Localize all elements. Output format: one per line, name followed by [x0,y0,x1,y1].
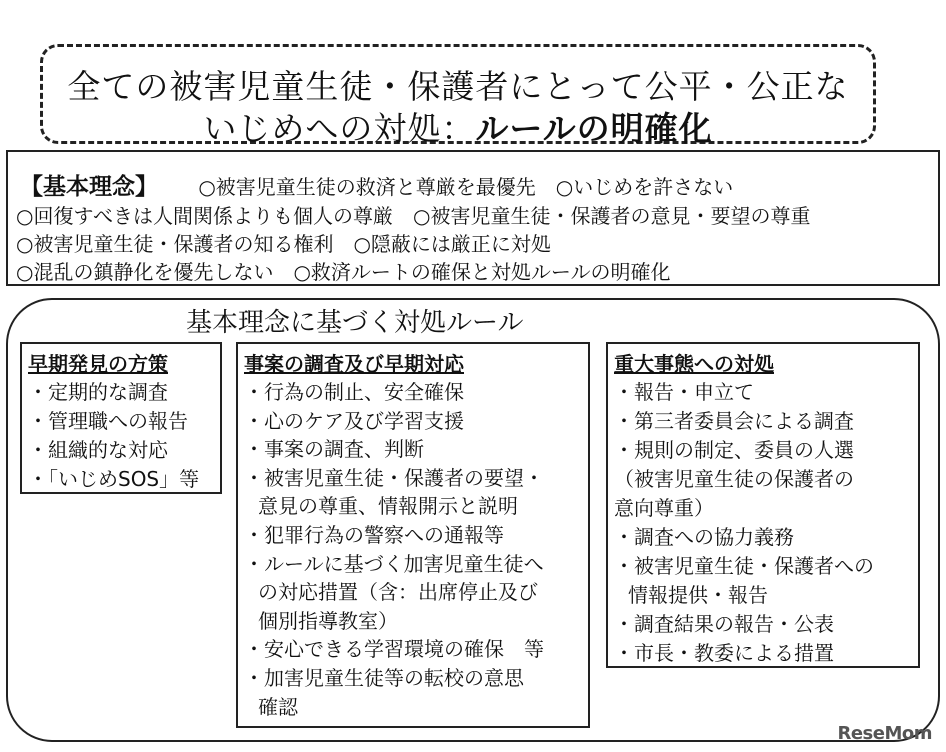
panel-title: 事案の調査及び早期対応 [244,352,464,376]
list-item: ・「いじめSOS」等 [28,467,200,491]
principle-item: ○回復すべきは人間関係よりも個人の尊厳 ○被害児童生徒・保護者の意見・要望の尊重 [16,204,811,228]
list-item: ・犯罪行為の警察への通報等 [244,522,504,547]
panel-title: 重大事態への対処 [614,352,774,376]
list-item: ・組織的な対応 [28,438,168,462]
list-item: ・第三者委員会による調査 [614,409,854,433]
list-item: ・調査への協力義務 [614,525,794,549]
rules-title: 基本理念に基づく対処ルール [182,302,527,339]
list-item: の対応措置（含：出席停止及び [258,580,538,605]
panel-list [244,378,544,721]
list-item: ・報告・申立て [614,380,754,404]
basic-principles-box [6,150,940,286]
principle-item: ○被害児童生徒の救済と尊厳を最優先 ○いじめを許さない [198,175,734,199]
list-item: ・管理職への報告 [28,409,188,433]
list-item: ・心のケア及び学習支援 [244,408,464,433]
principle-item: ○被害児童生徒・保護者の知る権利 ○隠蔽には厳正に対処 [16,232,551,256]
list-item: ・被害児童生徒・保護者の要望・ [244,465,544,490]
panel-list [28,378,199,494]
list-item: ・規則の制定、委員の人選 [614,438,854,462]
list-item: ・安心できる学習環境の確保 等 [244,637,544,662]
list-item: ・被害児童生徒・保護者への [614,554,874,578]
list-item: ・行為の制止、安全確保 [244,380,464,404]
principle-item: ○混乱の鎮静化を優先しない ○救済ルートの確保と対処ルールの明確化 [16,260,671,284]
list-item: 確認 [258,694,298,719]
title-line-2-emphasis: ルールの明確化 [475,109,713,148]
panel-investigation-response [236,342,590,728]
list-item: 情報提供・報告 [628,583,768,607]
principles-row-1 [20,168,733,201]
watermark-logo: ReseMom [837,723,932,744]
list-item: ・市長・教委による措置 [614,641,834,665]
title-box [40,44,876,148]
title-line-1: 全ての被害児童生徒・保護者にとって公平・公正な [67,67,849,106]
panel-list [614,378,874,668]
list-item: ・調査結果の報告・公表 [614,612,834,636]
title-line-2 [43,103,873,150]
list-item: （被害児童生徒の保護者の [614,467,854,491]
list-item: 個別指導教室） [258,608,398,633]
principles-heading: 【基本理念】 [20,174,158,200]
list-item: 意向尊重） [614,496,714,520]
title-line-2-lead: いじめへの対処： [203,109,476,148]
panel-title: 早期発見の方策 [28,352,168,376]
list-item: ・加害児童生徒等の転校の意思 [244,665,524,690]
panel-early-detection [20,342,222,494]
list-item: ・定期的な調査 [28,380,168,404]
list-item: ・事案の調査、判断 [244,437,424,462]
list-item: 意見の尊重、情報開示と説明 [258,494,518,519]
panel-serious-incidents [606,342,920,668]
list-item: ・ルールに基づく加害児童生徒へ [244,551,544,576]
